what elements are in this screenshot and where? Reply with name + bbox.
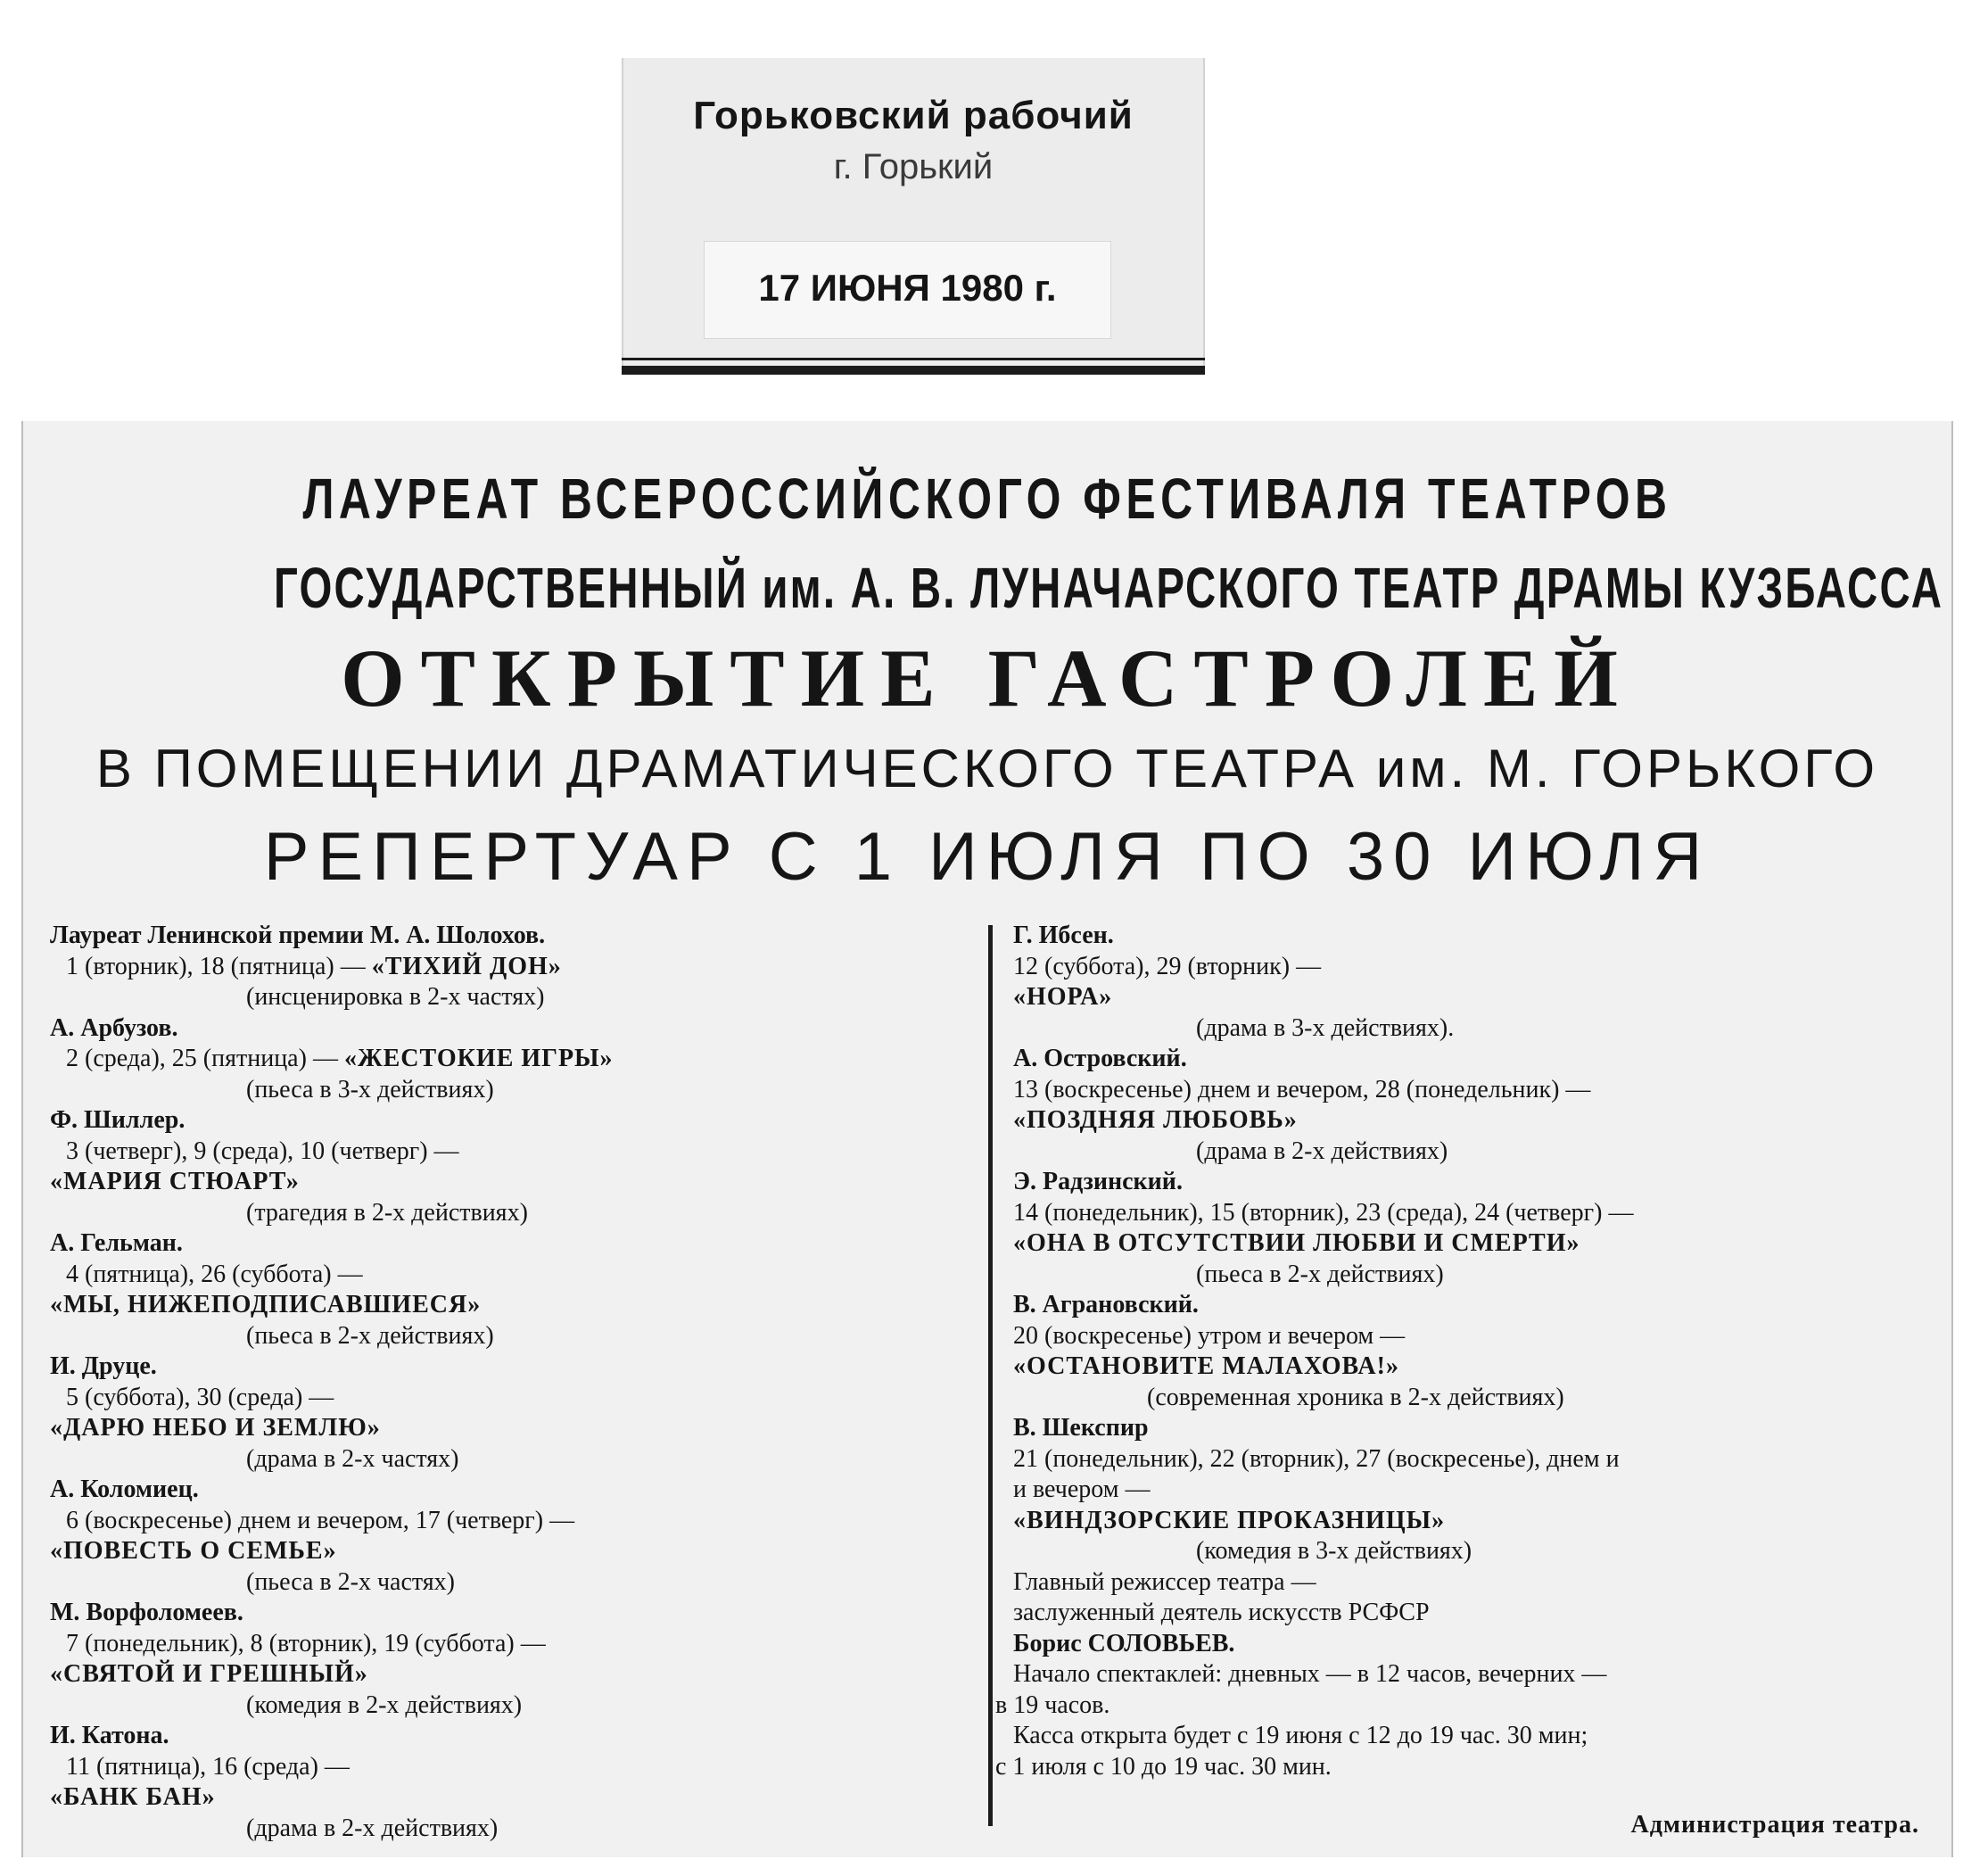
masthead-rule-thin <box>622 358 1205 360</box>
play-entry <box>1013 921 1941 1044</box>
play-author: А. Гельман. <box>50 1229 183 1257</box>
masthead-rule <box>622 366 1205 375</box>
play-dates: 4 (пятница), 26 (суббота) — <box>66 1260 363 1288</box>
play-author: И. Катона. <box>50 1722 169 1749</box>
play-entry <box>50 921 969 1013</box>
play-line <box>50 1044 969 1075</box>
play-author: Э. Радзинский. <box>1013 1168 1183 1195</box>
play-entry <box>1013 1167 1941 1290</box>
play-dates-continued: и вечером — <box>1013 1475 1151 1503</box>
play-title: «ВИНДЗОРСКИЕ ПРОКАЗНИЦЫ» <box>1013 1506 1446 1534</box>
play-author: В. Аграновский. <box>1013 1291 1199 1318</box>
laureate-heading: ЛАУРЕАТ ВСЕРОССИЙСКОГО ФЕСТИВАЛЯ ТЕАТРОВ <box>302 467 1672 531</box>
play-title: «СВЯТОЙ И ГРЕШНЫЙ» <box>50 1660 368 1688</box>
repertoire-heading: РЕПЕРТУАР С 1 ИЮЛЯ ПО 30 ИЮЛЯ <box>263 819 1712 895</box>
director-title: Главный режиссер театра — <box>1013 1567 1316 1596</box>
administration-signature: Администрация театра. <box>1630 1811 1919 1839</box>
play-entry <box>1013 1290 1941 1413</box>
play-entry <box>50 1228 969 1351</box>
play-author: Ф. Шиллер. <box>50 1106 186 1134</box>
play-genre: (пьеса в 2-х действиях) <box>246 1321 494 1350</box>
play-title: «ОСТАНОВИТЕ МАЛАХОВА!» <box>1013 1352 1399 1380</box>
play-dates: 12 (суббота), 29 (вторник) — <box>1013 952 1322 980</box>
play-entry <box>50 1475 969 1598</box>
director-credit <box>1013 1567 1941 1660</box>
play-dates: 11 (пятница), 16 (среда) — <box>66 1752 350 1781</box>
play-genre: (пьеса в 2-х частях) <box>246 1567 455 1596</box>
play-line <box>50 952 969 983</box>
newspaper-name: Горьковский рабочий <box>693 94 1134 137</box>
play-author: М. Ворфоломеев. <box>50 1599 243 1626</box>
theatre-heading: ГОСУДАРСТВЕННЫЙ им. А. В. ЛУНАЧАРСКОГО ТЕАТР ДРАМЫ КУЗБАССА <box>274 556 1944 620</box>
play-title: «МАРИЯ СТЮАРТ» <box>50 1168 300 1195</box>
play-title: «ДАРЮ НЕБО И ЗЕМЛЮ» <box>50 1414 381 1442</box>
play-genre: (трагедия в 2-х действиях) <box>246 1198 528 1227</box>
repertoire-left-column <box>50 921 969 1844</box>
column-divider <box>988 925 993 1826</box>
play-dates: 7 (понедельник), 8 (вторник), 19 (суббота) — <box>66 1629 546 1657</box>
play-entry <box>1013 1044 1941 1167</box>
director-name: Борис СОЛОВЬЕВ. <box>1013 1629 1235 1657</box>
play-author: Г. Ибсен. <box>1013 922 1114 949</box>
play-dates: 21 (понедельник), 22 (вторник), 27 (воскресенье), днем и <box>1013 1444 1620 1473</box>
play-genre: (драма в 3-х действиях). <box>1196 1013 1455 1042</box>
play-genre: (современная хроника в 2-х действиях) <box>1147 1383 1564 1411</box>
play-title: «ЖЕСТОКИЕ ИГРЫ» <box>343 1045 614 1072</box>
play-entry <box>50 1598 969 1721</box>
play-genre: (пьеса в 3-х действиях) <box>246 1075 494 1103</box>
play-title: «ПОЗДНЯЯ ЛЮБОВЬ» <box>1013 1106 1298 1134</box>
play-title: «ОНА В ОТСУТСТВИИ ЛЮБВИ И СМЕРТИ» <box>1013 1229 1580 1257</box>
play-genre: (комедия в 2-х действиях) <box>246 1690 523 1719</box>
play-genre: (комедия в 3-х действиях) <box>1196 1537 1472 1565</box>
play-genre: (драма в 2-х действиях) <box>246 1814 499 1842</box>
issue-date-box <box>704 241 1111 339</box>
tour-opening-heading: ОТКРЫТИЕ ГАСТРОЛЕЙ <box>341 632 1634 723</box>
play-author: А. Коломиец. <box>50 1475 199 1503</box>
play-entry <box>50 1105 969 1228</box>
play-genre: (драма в 2-х действиях) <box>1196 1137 1448 1165</box>
showtimes-line: в 19 часов. <box>995 1690 1110 1719</box>
play-entry <box>50 1013 969 1106</box>
play-dates: 5 (суббота), 30 (среда) — <box>66 1383 334 1411</box>
play-entry <box>50 1721 969 1844</box>
play-dates: 6 (воскресенье) днем и вечером, 17 (четверг) — <box>66 1506 575 1534</box>
play-title: «НОРА» <box>1013 983 1113 1011</box>
theatre-announcement <box>21 421 1953 1857</box>
play-title: «ПОВЕСТЬ О СЕМЬЕ» <box>50 1537 337 1565</box>
play-dates: 1 (вторник), 18 (пятница) — <box>66 952 366 980</box>
box-office-line: Касса открыта будет с 19 июня с 12 до 19 час. 30 мин; <box>1013 1722 1588 1749</box>
play-dates: 20 (воскресенье) утром и вечером — <box>1013 1321 1406 1350</box>
play-genre: (пьеса в 2-х действиях) <box>1196 1260 1444 1288</box>
play-dates: 14 (понедельник), 15 (вторник), 23 (среда), 24 (четверг) — <box>1013 1198 1634 1227</box>
play-title: «БАНК БАН» <box>50 1783 216 1811</box>
play-author: А. Островский. <box>1013 1045 1187 1072</box>
play-author: А. Арбузов. <box>50 1013 178 1042</box>
showtimes-line: Начало спектаклей: дневных — в 12 часов, вечерних — <box>1013 1660 1607 1688</box>
newspaper-city: г. Горький <box>833 147 994 186</box>
play-dates: 3 (четверг), 9 (среда), 10 (четверг) — <box>66 1137 459 1165</box>
play-title: «МЫ, НИЖЕПОДПИСАВШИЕСЯ» <box>50 1291 482 1318</box>
play-title: «ТИХИЙ ДОН» <box>371 952 562 980</box>
newspaper-masthead <box>622 58 1205 375</box>
issue-date: 17 ИЮНЯ 1980 г. <box>758 267 1057 309</box>
play-entry <box>1013 1413 1941 1567</box>
play-entry <box>50 1351 969 1475</box>
play-genre: (инсценировка в 2-х частях) <box>246 983 545 1011</box>
play-dates: 2 (среда), 25 (пятница) — <box>66 1045 338 1072</box>
director-rank: заслуженный деятель искусств РСФСР <box>1013 1599 1430 1626</box>
venue-heading: В ПОМЕЩЕНИИ ДРАМАТИЧЕСКОГО ТЕАТРА им. М. ГОРЬКОГО <box>95 739 1879 798</box>
repertoire-right-column <box>995 921 1941 1782</box>
showtimes-note <box>995 1659 1941 1782</box>
box-office-line: с 1 июля с 10 до 19 час. 30 мин. <box>995 1752 1332 1781</box>
play-author: Лауреат Ленинской премии М. А. Шолохов. <box>50 922 546 949</box>
play-author: И. Друце. <box>50 1352 157 1380</box>
play-genre: (драма в 2-х частях) <box>246 1444 459 1473</box>
play-author: В. Шекспир <box>1013 1414 1149 1442</box>
play-dates: 13 (воскресенье) днем и вечером, 28 (понедельник) — <box>1013 1075 1591 1103</box>
